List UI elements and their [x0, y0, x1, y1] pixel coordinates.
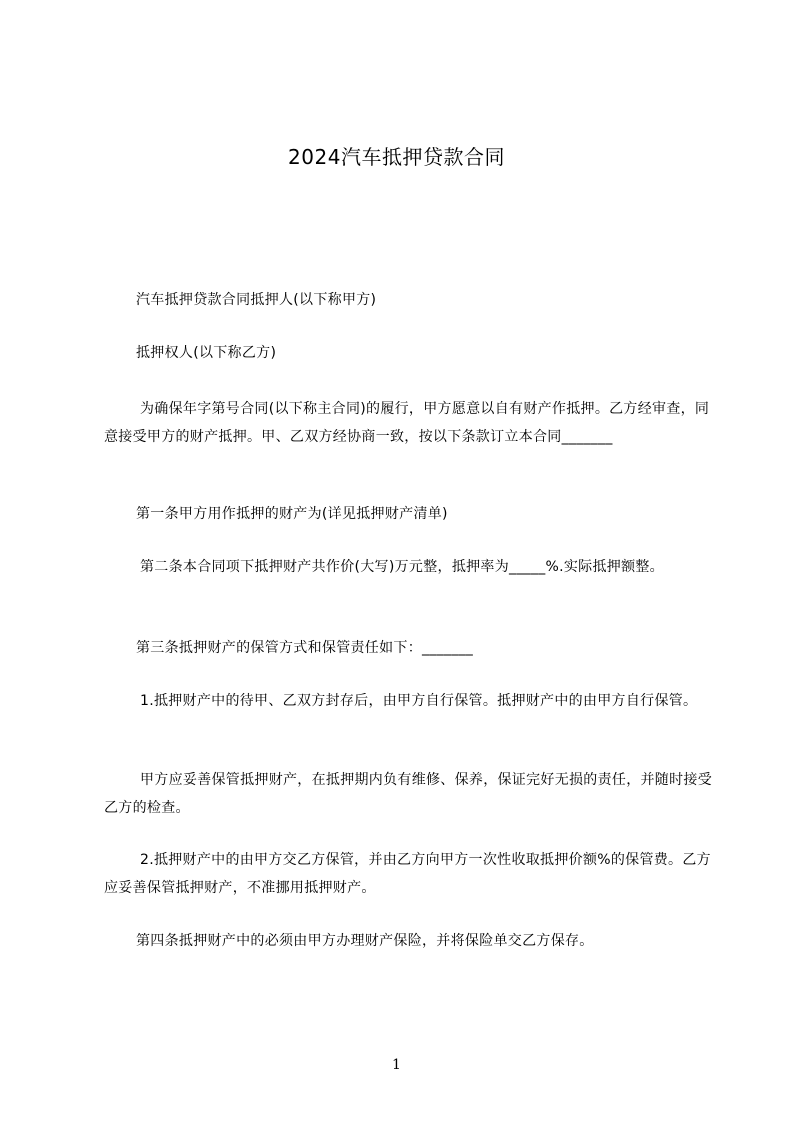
paragraph-article-2: 第二条本合同项下抵押财产共作价(大写)万元整，抵押率为_____%.实际抵押额整。 [140, 559, 664, 575]
paragraph-article-3: 第三条抵押财产的保管方式和保管责任如下：_______ [136, 640, 474, 656]
document-title: 2024汽车抵押贷款合同 [288, 145, 505, 169]
page-number: 1 [392, 1057, 401, 1073]
paragraph-mortgagee: 抵押权人(以下称乙方) [136, 345, 277, 361]
paragraph-article-3-item-2: 2.抵押财产中的由甲方交乙方保管，并由乙方向甲方一次性收取抵押价额%的保管费。乙方应妥善保管抵押财产，不准挪用抵押财产。 [104, 852, 711, 896]
paragraph-article-3-duty: 甲方应妥善保管抵押财产，在抵押期内负有维修、保养，保证完好无损的责任，并随时接受乙方的检查。 [104, 772, 712, 816]
paragraph-article-3-item-1: 1.抵押财产中的待甲、乙双方封存后，由甲方自行保管。抵押财产中的由甲方自行保管。 [140, 693, 698, 709]
paragraph-article-4: 第四条抵押财产中的必须由甲方办理财产保险，并将保险单交乙方保存。 [136, 933, 594, 949]
paragraph-article-1: 第一条甲方用作抵押的财产为(详见抵押财产清单) [136, 506, 448, 522]
paragraph-preamble: 为确保年字第号合同(以下称主合同)的履行，甲方愿意以自有财产作抵押。乙方经审查，同意接受甲方的财产抵押。甲、乙双方经协商一致，按以下条款订立本合同_______ [104, 401, 710, 445]
paragraph-mortgagor: 汽车抵押贷款合同抵押人(以下称甲方) [136, 292, 377, 308]
